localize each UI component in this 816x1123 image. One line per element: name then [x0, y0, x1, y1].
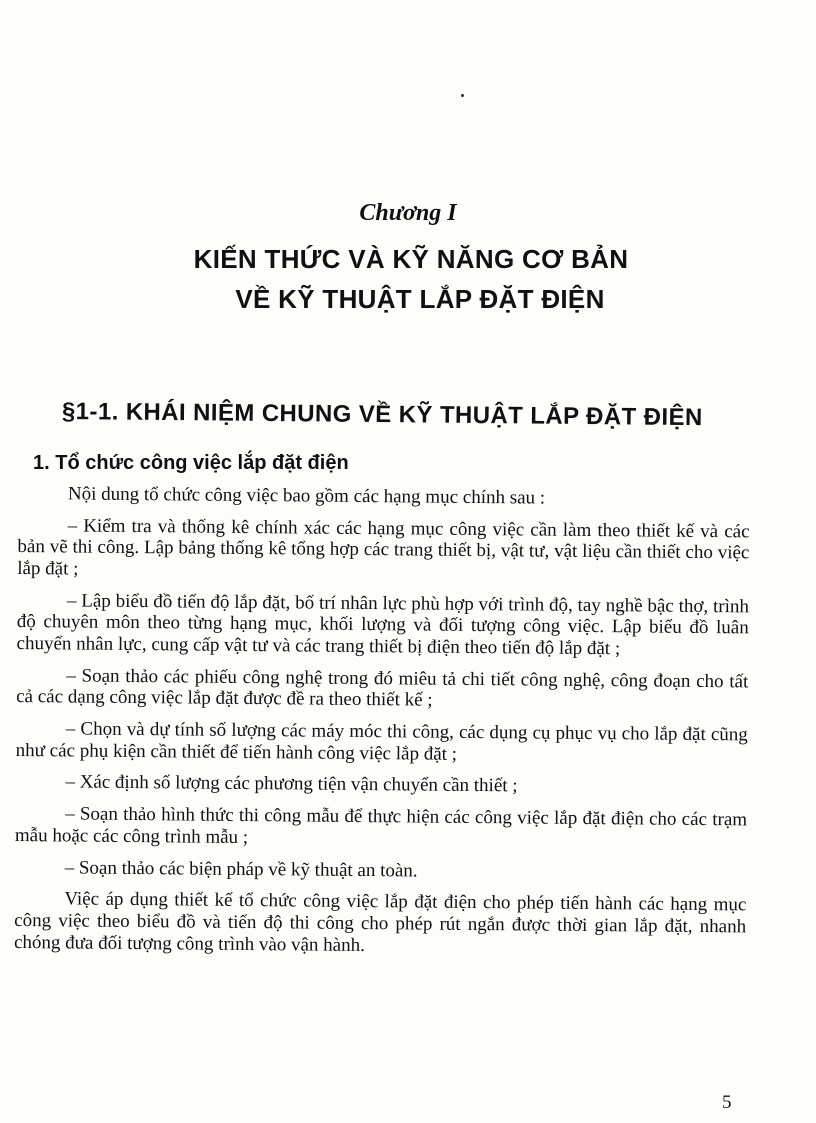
body-text	[14, 483, 750, 970]
chapter-title-line-1: KIẾN THỨC VÀ KỸ NĂNG CƠ BẢN	[193, 244, 629, 274]
paragraph-intro: Nội dung tổ chức công việc bao gồm các hạng mục chính sau :	[67, 483, 546, 509]
paragraph-item-6: – Soạn thảo hình thức thi công mẫu để thực hiện các công việc lắp đặt điện cho các trạm mẫu hoặc các công trình mẫu ;	[14, 803, 748, 848]
paragraph-item-3: – Soạn thảo các phiếu công nghệ trong đó miêu tả chi tiết công nghệ, công đoạn cho tất cả các dạng công việc lắp đặt được đề ra theo thiết kế ;	[16, 665, 749, 711]
chapter-label: Chương I	[359, 200, 457, 226]
paragraph-item-5: – Xác định số lượng các phương tiện vận chuyển cần thiết ;	[65, 771, 518, 797]
subsection-heading: 1. Tổ chức công việc lắp đặt điện	[33, 452, 349, 474]
page-number: 5	[722, 1092, 732, 1113]
scan-speck	[461, 94, 464, 97]
chapter-title-line-2: VỀ KỸ THUẬT LẮP ĐẶT ĐIỆN	[235, 284, 605, 314]
paragraph-item-7: – Soạn thảo các biện pháp về kỹ thuật an toàn.	[64, 857, 418, 882]
section-heading: §1-1. KHÁI NIỆM CHUNG VỀ KỸ THUẬT LẮP ĐẶT ĐIỆN	[61, 398, 703, 432]
paragraph-item-4: – Chọn và dự tính số lượng các máy móc thi công, các dụng cụ phục vụ cho lắp đặt cũng như các phụ kiện cần thiết để tiến hành công việc lắp đặt ;	[15, 718, 748, 765]
paragraph-item-2: – Lập biểu đồ tiến độ lắp đặt, bố trí nhân lực phù hợp với trình độ, tay nghề bậc thợ, trình độ chuyên môn theo từng hạng mục, khối lượng và đối tượng công việc. Lập biểu đồ luân chuyển nhân lực, cung cấp vật tư và các trang thiết bị điện theo tiến độ lắp đặt ;	[16, 590, 750, 660]
paragraph-conclusion: Việc áp dụng thiết kế tổ chức công việc lắp đặt điện cho phép tiến hành các hạng mục công việc theo biểu đồ và tiến độ thi công cho phép rút ngắn được thời gian lắp đặt, nhanh chóng đưa đối tượng công trình vào vận hành.	[13, 888, 747, 956]
paragraph-item-1: – Kiểm tra và thống kê chính xác các hạng mục công việc cần làm theo thiết kế và các bản vẽ thi công. Lập bảng thống kê tổng hợp các trang thiết bị, vật tư, vật liệu cần thiết cho việc lắp đặt ;	[17, 515, 750, 580]
